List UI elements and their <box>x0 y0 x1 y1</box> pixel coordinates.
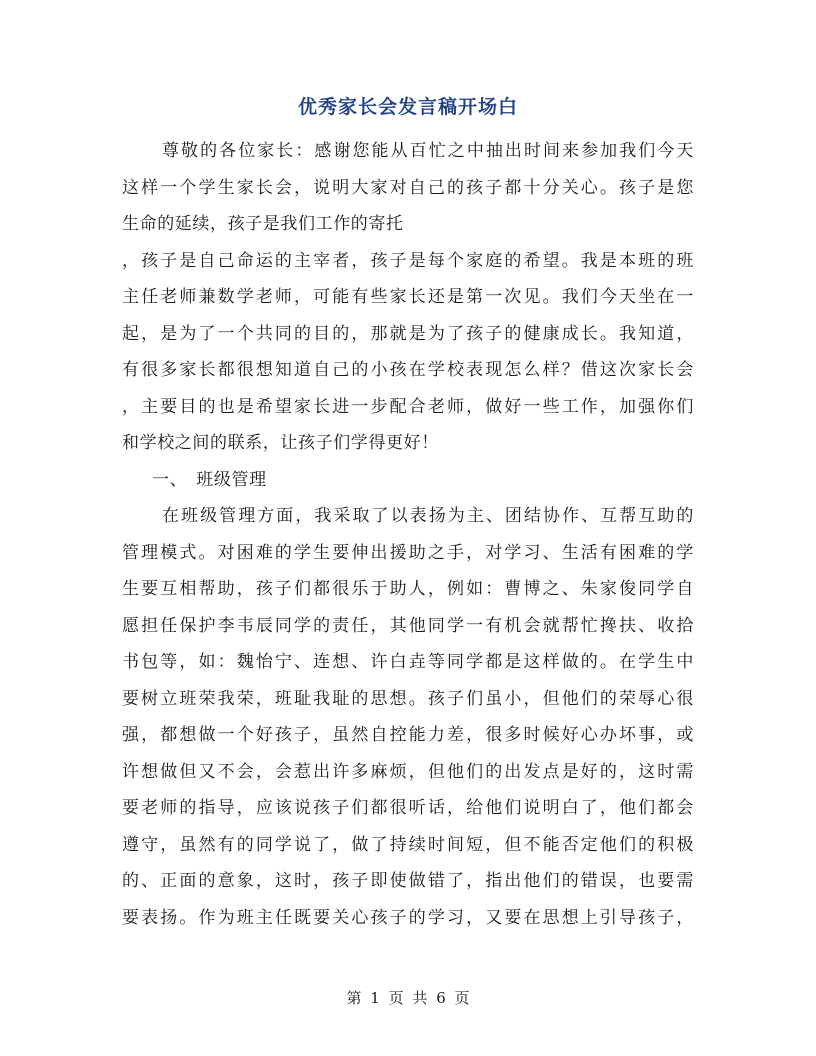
paragraph-line: 许想做但又不会，会惹出许多麻烦，但他们的出发点是好的，这时需 <box>122 761 694 782</box>
paragraph-line: 生要互相帮助，孩子们都很乐于助人，例如：曹博之、朱家俊同学自 <box>122 579 694 599</box>
paragraph-line: 起，是为了一个共同的目的，那就是为了孩子的健康成长。我知道， <box>122 323 694 344</box>
paragraph-line: 生命的延续，孩子是我们工作的寄托 <box>122 214 404 234</box>
document-title: 优秀家长会发言稿开场白 <box>297 96 518 118</box>
paragraph-line: 书包等，如：魏怡宁、连想、许白垚等同学都是这样做的。在学生中 <box>122 652 694 672</box>
footer-total-pages: 6 <box>436 989 446 1007</box>
paragraph-line: 的、正面的意象，这时，孩子即使做错了，指出他们的错误，也要需 <box>122 871 694 891</box>
paragraph-line: 要老师的指导，应该说孩子们都很听话，给他们说明白了，他们都会 <box>122 798 694 818</box>
footer-prefix: 第 <box>346 989 362 1007</box>
paragraph-line: 和学校之间的联系，让孩子们学得更好！ <box>122 433 439 453</box>
footer-total-label: 共 <box>412 989 428 1007</box>
paragraph-line: 有很多家长都很想知道自己的小孩在学校表现怎么样？借这次家长会 <box>122 360 694 380</box>
paragraph-line: 这样一个学生家长会，说明大家对自己的孩子都十分关心。孩子是您 <box>122 177 694 198</box>
paragraph-line: 遵守，虽然有的同学说了，做了持续时间短，但不能否定他们的积极 <box>122 834 694 855</box>
section-heading: 一、 班级管理 <box>152 469 267 490</box>
paragraph-line: 主任老师兼数学老师，可能有些家长还是第一次见。我们今天坐在一 <box>122 287 694 307</box>
paragraph-line: 强，都想做一个好孩子，虽然自控能力差，很多时候好心办坏事，或 <box>122 725 694 745</box>
paragraph-line: 要表扬。作为班主任既要关心孩子的学习，又要在思想上引导孩子， <box>122 907 694 928</box>
paragraph-line: ，主要目的也是希望家长进一步配合老师，做好一些工作，加强你们 <box>122 396 694 417</box>
paragraph-line: 愿担任保护李韦辰同学的责任，其他同学一有机会就帮忙搀扶、收拾 <box>122 615 694 636</box>
page-footer <box>0 987 816 1008</box>
paragraph-line: 尊敬的各位家长：感谢您能从百忙之中抽出时间来参加我们今天 <box>162 141 694 161</box>
footer-page-label: 页 <box>388 989 404 1007</box>
paragraph-line: 要树立班荣我荣，班耻我耻的思想。孩子们虽小，但他们的荣辱心很 <box>122 688 694 709</box>
document-body <box>122 133 694 936</box>
paragraph-line: 在班级管理方面，我采取了以表扬为主、团结协作、互帮互助的 <box>162 506 694 526</box>
footer-suffix: 页 <box>454 989 470 1007</box>
footer-page-number: 1 <box>370 989 380 1007</box>
paragraph-line: ，孩子是自己命运的主宰者，孩子是每个家庭的希望。我是本班的班 <box>122 250 694 271</box>
paragraph-line: 管理模式。对困难的学生要伸出援助之手，对学习、生活有困难的学 <box>122 542 694 563</box>
